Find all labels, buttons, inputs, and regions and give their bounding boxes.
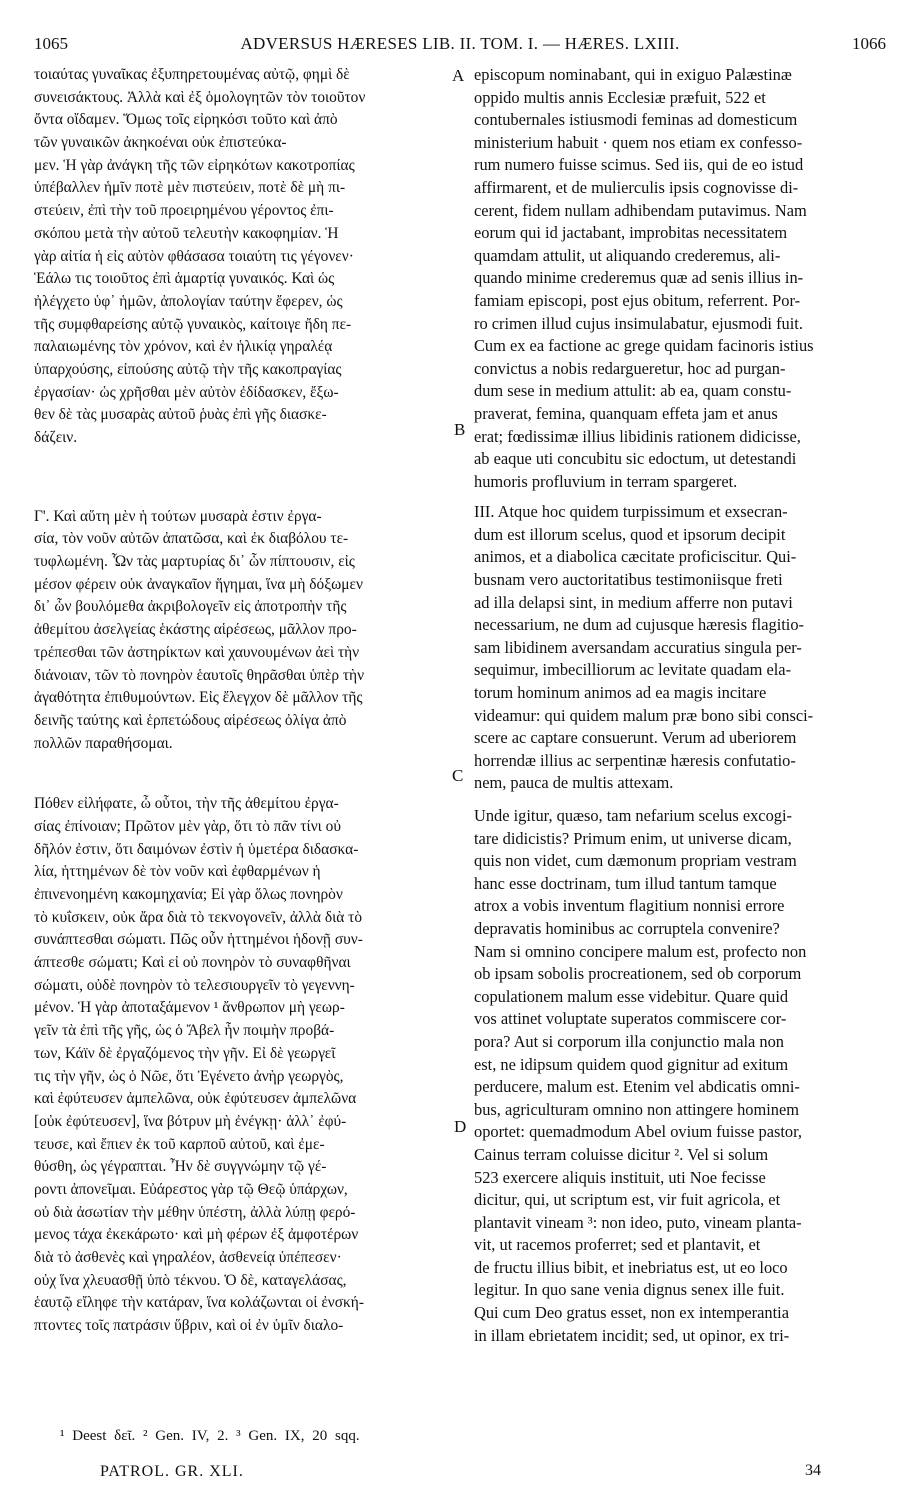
page-number-left: 1065 <box>34 34 68 53</box>
running-title: ADVERSUS HÆRESES LIB. II. TOM. I. — HÆRES. LXIII. <box>240 34 680 53</box>
latin-line: dicitur, qui, ut scriptum est, vir fuit agricola, et <box>474 1190 781 1210</box>
latin-line: nem, pauca de multis attexam. <box>474 773 674 793</box>
latin-line: hanc esse doctrinam, tum illud tantum tamque <box>474 873 777 893</box>
greek-line: σκόπου μετὰ τὴν αὐτοῦ τελευτὴν κακοφημίαν. Ἡ <box>34 224 339 242</box>
latin-line: episcopum nominabant, qui in exiguo Palæstinæ <box>474 65 792 84</box>
latin-line: sequimur, imbecilliorum ac levitate quadam ela- <box>474 660 792 680</box>
latin-line: dum est illorum scelus, quod et ipsorum decipit <box>474 524 786 544</box>
greek-line: ἠλέγχετο ὑφ᾽ ἡμῶν, ἀπολογίαν ταύτην ἔφερεν, ὡς <box>34 292 343 310</box>
latin-line: depravatis hominibus ac corruptela convenire? <box>474 918 780 938</box>
greek-line: στεύειν, ἐπὶ τὴν τοῦ προειρημένου γέροντος ἐπι- <box>34 202 334 220</box>
running-header <box>34 34 886 56</box>
latin-paragraph-1 <box>474 64 888 493</box>
latin-line: plantavit vineam ³: non ideo, puto, vineam planta- <box>474 1212 802 1232</box>
greek-line: σίας ἐπίνοιαν; Πρῶτον μὲν γὰρ, ὅτι τὸ πᾶν τίνι οὐ <box>34 817 341 835</box>
greek-line: λία, ἡττημένων δὲ τὸν νοῦν καὶ ἐφθαρμένων ἡ <box>34 863 321 881</box>
margin-marker-a: A <box>452 66 465 85</box>
signature-mark: 34 <box>805 1462 821 1479</box>
greek-line: μεν. Ἡ γὰρ ἀνάγκη τῆς τῶν εἰρηκότων κακοτροπίας <box>34 156 355 174</box>
greek-paragraph-2 <box>34 506 454 756</box>
latin-line: atrox a vobis inventum flagitium nonnisi errore <box>474 896 785 916</box>
greek-line: γὰρ αἰτία ἡ εἰς αὐτὸν φθάσασα τοιαύτη τις γέγονεν· <box>34 247 354 265</box>
latin-line: eorum qui id jactabant, improbitas necessitatem <box>474 223 788 243</box>
latin-line: ob ipsam sobolis procreationem, sed ob corporum <box>474 964 802 984</box>
latin-line: affirmarent, et de mulierculis ipsis cognovisse di- <box>474 177 799 197</box>
greek-line: μέσον φέρειν οὐκ ἀναγκαῖον ἥγημαι, ἵνα μὴ δόξωμεν <box>34 575 363 593</box>
greek-line: δῆλόν ἐστιν, ὅτι δαιμόνων ἐστὶν ἡ ὑμετέρα διδασκα- <box>34 840 359 858</box>
latin-line: Qui cum Deo gratus esset, non ex intemperantia <box>474 1303 789 1323</box>
latin-line: Cum ex ea factione ac grege quidam facinoris istius <box>474 336 814 356</box>
greek-line: γεῖν τὰ ἐπὶ τῆς γῆς, ὡς ὁ Ἄβελ ἦν ποιμὴν προβά- <box>34 1022 335 1040</box>
margin-marker-d: D <box>454 1117 467 1136</box>
latin-line: quis non videt, cum dæmonum propriam vestram <box>474 851 797 871</box>
greek-line: τευσε, καὶ ἔπιεν ἐκ τοῦ καρποῦ αὐτοῦ, καὶ ἐμε- <box>34 1135 325 1153</box>
latin-paragraph-2 <box>474 501 888 795</box>
latin-line: tare didicistis? Primum enim, ut universe dicam, <box>474 828 792 848</box>
greek-line: τυφλωμένη. Ὧν τὰς μαρτυρίας δι᾽ ὧν πίπτουσιν, εἰς <box>34 553 355 571</box>
latin-line: ab eaque uti concubitu sic edoctum, ut detestandi <box>474 449 797 469</box>
greek-line: ἐργασίαν· ὡς χρῆσθαι μὲν αὐτὸν ἐδίδασκεν, ἔξω- <box>34 383 339 401</box>
greek-line: ὑπαρχούσης, εἰπούσης αὐτῷ τὴν τῆς κακοπραγίας <box>34 360 342 378</box>
greek-line: μενος τάχα ἐκεκάρωτο· καὶ μὴ φέρων ἐξ ἀμφοτέρων <box>34 1226 359 1244</box>
latin-line: oportet: quemadmodum Abel ovium fuisse pastor, <box>474 1122 803 1142</box>
latin-line: ro crimen illud cujus insimulabatur, ejusmodi fuit. <box>474 313 803 333</box>
greek-line: συνεισάκτους. Ἀλλὰ καὶ ἐξ ὁμολογητῶν τὸν τοιοῦτον <box>34 88 366 106</box>
greek-line: τις τὴν γῆν, ὡς ὁ Νῶε, ὅτι Ἐγένετο ἀνὴρ γεωργὸς, <box>34 1067 344 1085</box>
greek-line: συνάπτεσθαι σώματι. Πῶς οὖν ἡττημένοι ἡδονῇ συν- <box>34 931 363 949</box>
latin-line: animos, et a diabolica cæcitate proficiscitur. Qui- <box>474 547 797 567</box>
greek-paragraph-1 <box>34 64 454 450</box>
greek-line: ὄντα οἴδαμεν. Ὅμως τοῖς εἰρηκόσι τοῦτο καὶ ἀπὸ <box>34 111 338 129</box>
margin-marker-b: B <box>454 420 466 439</box>
latin-line: oppido multis annis Ecclesiæ præfuit, 522 et <box>474 87 766 107</box>
greek-line: πτοντες τοῖς πατράσιν ὕβριν, καὶ οἱ ἐν ὑμῖν διαλο- <box>34 1317 344 1335</box>
footnotes: ¹ Deest δεῖ. ² Gen. IV, 2. ³ Gen. IX, 20 sqq. <box>60 1428 360 1444</box>
latin-paragraph-3 <box>474 805 888 1347</box>
greek-line: οὐχ ἵνα χλευασθῇ ὑπὸ τέκνου. Ὁ δὲ, καταγελάσας, <box>34 1271 347 1289</box>
greek-line: Πόθεν εἰλήφατε, ὦ οὗτοι, τὴν τῆς ἀθεμίτου ἐργα- <box>34 795 339 813</box>
greek-line: τρέπεσθαι τῶν ἀστηρίκτων καὶ χαυνουμένων ἀεὶ τὴν <box>34 643 360 661</box>
greek-line: σώματι, οὐδὲ πονηρὸν τὸ τελεσιουργεῖν τὸ γεγεννη- <box>34 976 355 994</box>
latin-line: contubernales istiusmodi feminas ad domesticum <box>474 110 798 130</box>
greek-line: [οὐκ ἐφύτευσεν], ἵνα βότρυν μὴ ἐνέγκῃ· ἀλλ᾽ ἐφύ- <box>34 1112 347 1130</box>
latin-line: erat; fœdissimæ illius libidinis rationem didicisse, <box>474 426 801 446</box>
greek-column <box>34 64 454 1338</box>
latin-line: horrendæ illius ac serpentinæ hæresis confutatio- <box>474 750 796 770</box>
greek-line: ὑπέβαλλεν ἡμῖν ποτὲ μὲν πιστεύειν, ποτὲ δὲ μὴ πι- <box>34 179 346 197</box>
latin-line: famiam episcopi, post ejus obitum, referrent. Por- <box>474 290 801 310</box>
latin-line: ministerium habuit · quem nos etiam ex confesso- <box>474 132 803 152</box>
latin-line: pora? Aut si corporum illa conjunctio mala non <box>474 1031 784 1051</box>
greek-line: οὐ διὰ ἀσωτίαν τὴν μέθην ὑπέστη, ἀλλὰ λύπῃ φερό- <box>34 1203 356 1221</box>
latin-line: dum sese in medium attulit: ab ea, quam constu- <box>474 381 792 401</box>
greek-line: Ἑάλω τις τοιοῦτος ἐπὶ ἁμαρτίᾳ γυναικός. Καὶ ὡς <box>34 270 335 288</box>
latin-line: quamdam attulit, ut aliquando crederemus, ali- <box>474 245 781 265</box>
greek-line: άπτεσθε σώματι; Καὶ εἰ οὐ πονηρὸν τὸ συναφθῆναι <box>34 954 351 972</box>
latin-line: convictus a nobis redargueretur, hoc ad purgan- <box>474 358 786 378</box>
latin-line: quando minime crederemus quæ ad senis illius in- <box>474 268 804 288</box>
latin-line: est, ne idipsum quidem quod gignitur ad exitum <box>474 1054 789 1074</box>
greek-line: ἐπινενοημένη κακομηχανία; Εἰ γὰρ ὅλως πονηρὸν <box>34 886 343 903</box>
greek-line: τὸ κυΐσκειν, οὐκ ἄρα διὰ τὸ τεκνογονεῖν, ἀλλὰ διὰ τὸ <box>34 908 363 926</box>
latin-line: perducere, malum est. Etenim vel abdicatis omni- <box>474 1077 800 1097</box>
latin-line: sam libidinem aversandam accuratius singula per- <box>474 637 802 657</box>
greek-line: διὰ τὸ ἀσθενὲς καὶ γηραλέον, ἀσθενείᾳ ὑπέπεσεν· <box>34 1249 342 1266</box>
latin-line: torum hominum animos ad ea magis incitare <box>474 683 767 703</box>
greek-line: σία, τὸν νοῦν αὐτῶν ἀπατῶσα, καὶ ἐκ διαβόλου τε- <box>34 530 349 548</box>
greek-line: ἀθεμίτου ἀσελγείας ἑκάστης αἱρέσεως, μᾶλλον προ- <box>34 621 357 639</box>
series-footer: PATROL. GR. XLI. <box>100 1463 244 1480</box>
latin-line: vit, ut racemos proferret; sed et plantavit, et <box>474 1235 761 1255</box>
greek-line: θεν δὲ τὰς μυσαρὰς αὐτοῦ ῥυὰς ἐπὶ γῆς διασκε- <box>34 406 327 424</box>
latin-line: videamur: qui quidem malum præ bono sibi consci- <box>474 705 814 725</box>
greek-line: δεινῆς ταύτης καὶ ἑρπετώδους αἱρέσεως ὀλίγα ἀπὸ <box>34 711 347 729</box>
greek-line: τοιαύτας γυναῖκας ἐξυπηρετουμένας αὐτῷ, φημὶ δὲ <box>34 66 350 83</box>
latin-line: praverat, femina, quanquam effeta jam et anus <box>474 403 778 423</box>
latin-line: vos attinet voluptate superatos commiscere cor- <box>474 1009 787 1029</box>
greek-line: ροντι ἀπονεῖμαι. Εὐάρεστος γὰρ τῷ Θεῷ ὑπάρχων, <box>34 1180 348 1198</box>
greek-line: διάνοιαν, τῶν τὸ πονηρὸν ἑαυτοῖς θηρᾶσθαι ὑπὲρ τὴν <box>34 666 365 684</box>
latin-line: de fructu illius bibit, et inebriatus est, ut eo loco <box>474 1257 788 1277</box>
greek-line: των, Κάϊν δὲ ἐργαζόμενος τὴν γῆν. Εἰ δὲ γεωργεῖ <box>34 1044 336 1062</box>
latin-line: busnam vero auctoritatibus testimoniisque freti <box>474 570 783 590</box>
latin-line: legitur. In quo sane venia dignus senex ille fuit. <box>474 1280 785 1300</box>
latin-line: humoris profluvium in terram spargeret. <box>474 471 738 491</box>
latin-line: 523 exercere aliquis instituit, uti Noe fecisse <box>474 1167 766 1187</box>
greek-line: τῆς συμφθαρείσης αὐτῷ γυναικὸς, καίτοιγε ἤδη πε- <box>34 315 352 333</box>
latin-line: cerent, fidem nullam adhibendam putavimus. Nam <box>474 200 807 220</box>
greek-line: δάζειν. <box>34 429 78 446</box>
latin-line: Unde igitur, quæso, tam nefarium scelus excogi- <box>474 806 792 825</box>
greek-line: ἀγαθότητα ἐπιθυμούντων. Εἰς ἔλεγχον δὲ μᾶλλον τῆς <box>34 689 363 707</box>
page-number-right: 1066 <box>852 34 886 53</box>
greek-line: πολλῶν παραθήσομαι. <box>34 734 173 752</box>
greek-line: καὶ ἐφύτευσεν ἀμπελῶνα, οὐκ ἐφύτευσεν ἀμπελῶνα <box>34 1090 357 1108</box>
greek-line: μένον. Ἡ γὰρ ἀποταξάμενον ¹ ἄνθρωπον μὴ γεωρ- <box>34 999 345 1017</box>
greek-paragraph-3 <box>34 793 454 1338</box>
latin-line: necessarium, ne dum ad cujusque hæresis flagitio- <box>474 615 805 635</box>
latin-line: bus, agriculturam omnino non attingere hominem <box>474 1099 800 1119</box>
margin-marker-c: C <box>452 766 464 785</box>
greek-line: ἑαυτῷ εἴληφε τὴν κατάραν, ἵνα κολάζωνται οἱ ἐνσκή- <box>34 1294 364 1312</box>
latin-line: in illam ebrietatem incidit; sed, ut opinor, ex tri- <box>474 1325 790 1345</box>
latin-line: III. Atque hoc quidem turpissimum et exsecran- <box>474 502 788 522</box>
latin-column <box>474 64 888 1347</box>
latin-line: rum numero fuisse scimus. Sed iis, qui de eo istud <box>474 155 804 175</box>
latin-line: copulationem malum esse videbitur. Quare quid <box>474 986 789 1006</box>
latin-line: Nam si omnino concipere malum est, profecto non <box>474 941 807 961</box>
greek-line: παλαιωμένης τὸν χρόνον, καὶ ἐν ἡλικίᾳ γηραλέᾳ <box>34 338 333 356</box>
greek-line: θύσθη, ὡς γέγραπται. Ἦν δὲ συγγνώμην τῷ γέ- <box>34 1158 327 1176</box>
greek-line: δι᾽ ὧν βουλόμεθα ἀκριβολογεῖν εἰς ἀποτροπὴν τῆς <box>34 598 347 616</box>
greek-line: Γ'. Καὶ αὕτη μὲν ἡ τούτων μυσαρὰ ἐστιν ἐργα- <box>34 507 322 525</box>
latin-line: ad illa delapsi sint, in medium afferre non putavi <box>474 592 793 612</box>
latin-line: Cainus terram coluisse dicitur ². Vel si solum <box>474 1144 769 1164</box>
greek-line: τῶν γυναικῶν ἀκηκοέναι οὐκ ἐπιστεύκα- <box>34 134 287 152</box>
latin-line: scere ac captare consuerunt. Verum ad uberiorem <box>474 728 797 748</box>
